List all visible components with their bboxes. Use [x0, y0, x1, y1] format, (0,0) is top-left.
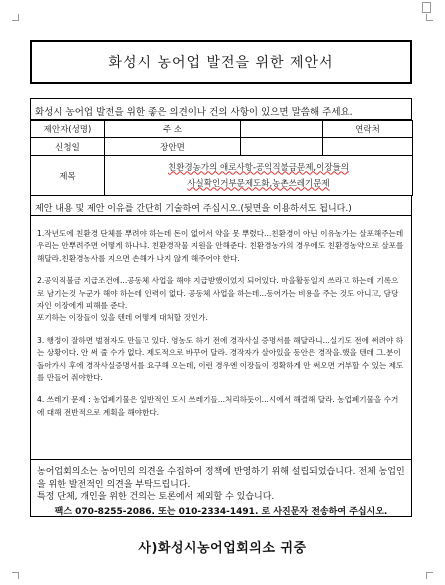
contact-label: 연락처	[323, 121, 413, 138]
region-value: 장안면	[105, 138, 241, 156]
content-item-3: 3. 행정이 잘하면 벌점자도 만들고 있다. 영농도 하기 전에 경작사실 증명서를 해달라니...실기도 전에 써려야 하는 상황이다. 안 써 줄 수가 없다. 제도적으로 바꾸어 달라. 경작자가 살아있을 동안은 경작을.했을 텐데 그.분이 돌아가시 후에 경작사실증명서를 요구해 오는데, 이런 경우엔 이장들이 정확하게 안 써오면 거부할 수 있는 제도를 만들어 줘야한다.	[37, 335, 404, 383]
content-item-4: 4. 쓰레기 문제 : 농업폐기물은 일반적인 도시 쓰레기들...처리하듯이...시에서 해결해 달라. 농업폐기물을 수거에 대해 전반적으로 계획을 해야한다.	[37, 395, 399, 417]
info-table	[30, 120, 413, 196]
footer-notice	[30, 460, 412, 517]
organization-name: 사)화성시농어업회의소 귀중	[138, 541, 307, 556]
intro-text: 화성시 농어업 발전을 위한 좋은 의견이나 건의 사항이 있으면 말씀해 주세요.	[30, 98, 412, 120]
fax-line: 팩스 070-8255-2086. 또는 010-2334-1491. 로 사진문자 전송하여 주십시오.	[54, 506, 388, 517]
content-item-2: 2.공익직불금 지급조건에...공동체 사업을 해야 지급받했이었지 되어있다. 마을활동일지 쓰라고 하는데 기록으로 남기는것 누군가 해야 하는데 인력이 없다. 공동체 사업을 하는데...동어가는 비용을 주는 것도 아니고, 담당자인 이장에게 피해를 준다. 포기하는 이장들이 있을 텐데 어떻게 대처할 것인가.	[37, 276, 399, 323]
proposal-content	[30, 216, 412, 460]
subject-label: 제목	[31, 156, 105, 196]
content-instruction: 제안 내용 및 제안 이유를 간단히 기술하여 주십시오.(뒷면을 이용하셔도 됩니다.)	[30, 196, 412, 216]
page-corner-mark	[12, 14, 19, 21]
subject-line-1: 친환경농가의 애로사항-공익직불금문제,이장들의	[168, 162, 349, 173]
footer-line-2: 특정 단체, 개인을 위한 건의는 토론에서 제외할 수 있습니다.	[37, 492, 275, 502]
page-corner-mark	[426, 14, 433, 21]
form-title: 화성시 농어업 발전을 위한 제안서	[30, 40, 412, 84]
address-label: 주 소	[105, 121, 241, 138]
subject-value	[105, 156, 413, 196]
region-empty-cell[interactable]	[241, 138, 323, 156]
proposer-label: 제안자(성명)	[31, 121, 105, 138]
contact-empty-cell[interactable]	[323, 138, 413, 156]
address-empty-cell[interactable]	[241, 121, 323, 138]
region-label: 신청일	[31, 138, 105, 156]
proposal-form	[30, 40, 412, 517]
page-corner-mark	[426, 572, 433, 579]
subject-line-2: 사실확인거부문제도화,농촌쓰레기문제	[187, 178, 330, 189]
footer-line-1: 농어업회의소는 농어민의 의견을 수집하여 정책에 반영하기 위해 설립되었습니다. 전체 농업인을 위한 발전적인 의견을 부탁드립니다.	[37, 467, 405, 490]
content-item-1: 1.작년도에 친환경 단체를 뿌려야 하는데 돈이 없어서 약을 못 뿌렸다...친환경이 아닌 이유농가는 살포해주는데 우리는 안뿌려주면 어떻게 하나냐. 친환경작물 지원을 안해준다. 친환경농가의 경우에도 친환경농약으로 살포를 해달라.친환경농사를 지으면 손해가 나지 않게 해주어야 한다.	[37, 229, 406, 263]
page-corner-mark	[12, 572, 19, 579]
document-icon	[422, 2, 431, 13]
